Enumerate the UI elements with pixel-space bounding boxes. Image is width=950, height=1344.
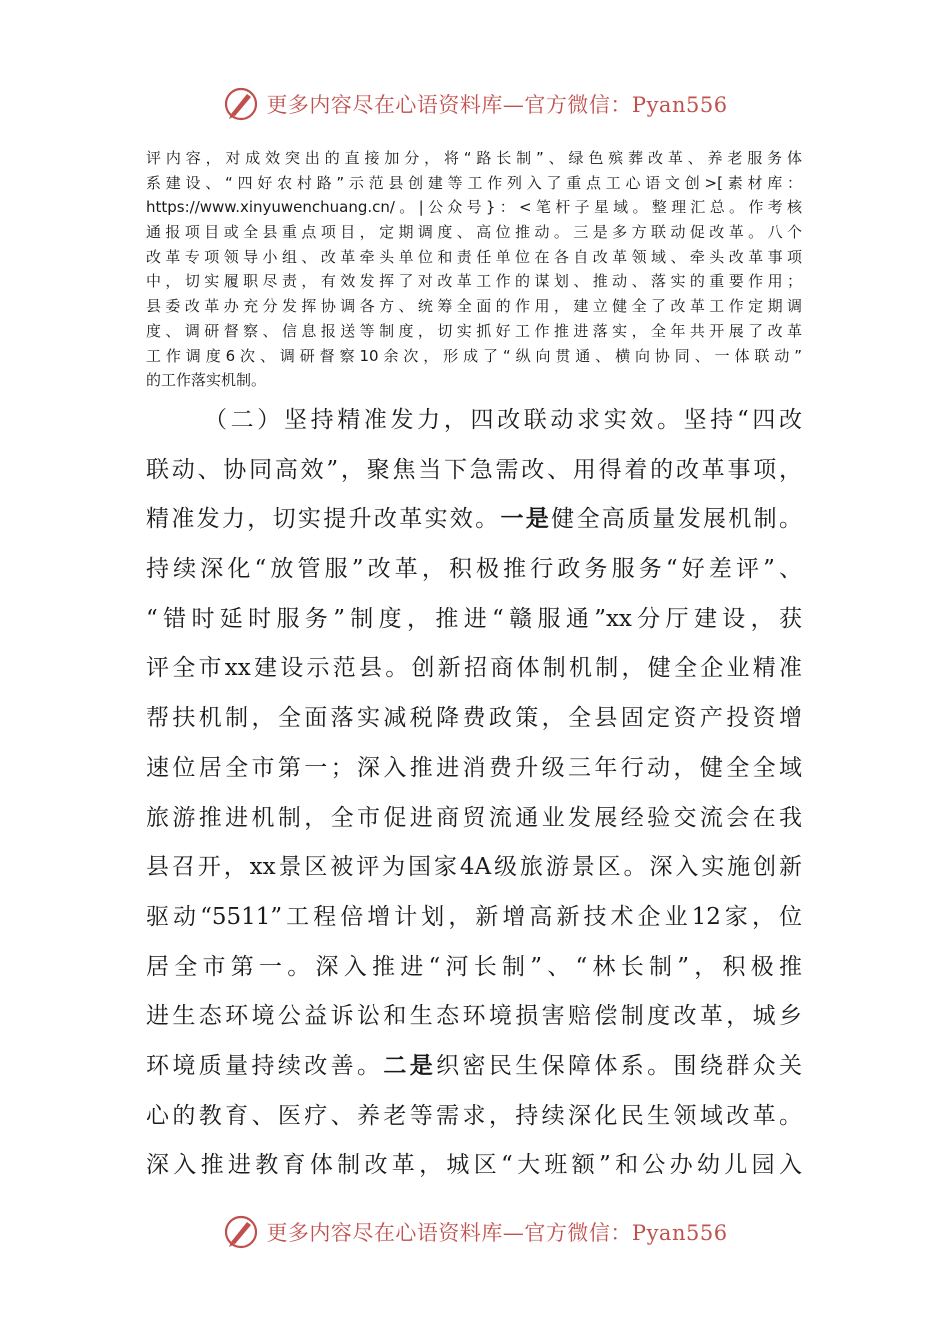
main-text-paragraph [146, 396, 802, 1191]
small-text-paragraph [146, 146, 802, 393]
text-line: 评全市xx建设示范县。创新招商体制机制，健全企业精准 [146, 655, 802, 682]
pen-circle-icon [222, 85, 260, 123]
pen-circle-icon [222, 1213, 260, 1251]
banner-text: 更多内容尽在心语资料库—官方微信：Pyan556 [266, 93, 728, 117]
text-line: 居全市第一。深入推进“河长制”、“林长制”，积极推 [146, 953, 802, 980]
text-line: 驱动“5511”工程倍增计划，新增高新技术企业12家，位 [146, 903, 802, 930]
text-line: 心的教育、医疗、养老等需求，持续深化民生领域改革。 [146, 1102, 802, 1129]
text-line: 联动、协同高效”，聚焦当下急需改、用得着的改革事项， [146, 456, 802, 483]
text-line: https://www.xinyuwenchuang.cn/。|公众号}：<笔杆子星域。整理汇总。作考核 [146, 198, 802, 217]
text-line: 度、调研督察、信息报送等制度，切实抓好工作推进落实，全年共开展了改革 [146, 321, 802, 340]
text-line: 深入推进教育体制改革，城区“大班额”和公办幼儿园入 [146, 1152, 802, 1179]
bold-marker: 一是 [500, 506, 552, 533]
text-line: 系建设、“四好农村路”示范县创建等工作列入了重点工心语文创>[素材库： [146, 173, 802, 192]
text-line: 帮扶机制，全面落实减税降费政策，全县固定资产投资增 [146, 705, 802, 732]
footer-watermark-banner [0, 1212, 950, 1252]
text-line: 旅游推进机制，全市促进商贸流通业发展经验交流会在我 [146, 804, 802, 831]
text-line: 县委改革办充分发挥协调各方、统筹全面的作用，建立健全了改革工作定期调 [146, 297, 802, 316]
text-line: （二）坚持精准发力，四改联动求实效。坚持“四改 [204, 407, 802, 433]
text-line: 速位居全市第一；深入推进消费升级三年行动，健全全域 [146, 754, 802, 781]
text-line: “错时延时服务”制度，推进“赣服通”xx分厅建设，获 [146, 605, 802, 632]
text-line: 的工作落实机制。 [146, 371, 267, 390]
text-line: 通报项目或全县重点项目，定期调度、高位推动。三是多方联动促改革。八个 [146, 223, 802, 242]
header-watermark-banner [0, 84, 950, 124]
text-line: 改革专项领导小组、改革牵头单位和责任单位在各自改革领域、牵头改革事项 [146, 247, 802, 266]
text-line: 县召开，xx景区被评为国家4A级旅游景区。深入实施创新 [146, 854, 802, 881]
text-line: 评内容，对成效突出的直接加分，将“路长制”、绿色殡葬改革、养老服务体 [146, 149, 802, 167]
text-line: 中，切实履职尽责，有效发挥了对改革工作的谋划、推动、落实的重要作用； [146, 272, 802, 291]
text-line: 持续深化“放管服”改革，积极推行政务服务“好差评”、 [146, 556, 802, 583]
text-line: 工作调度6次、调研督察10余次，形成了“纵向贯通、横向协同、一体联动” [146, 346, 802, 365]
bold-marker: 二是 [383, 1052, 437, 1079]
text-line: 环境质量持续改善。二是织密民生保障体系。围绕群众关 [146, 1052, 802, 1079]
text-line: 精准发力，切实提升改革实效。一是健全高质量发展机制。 [146, 506, 803, 533]
banner-text: 更多内容尽在心语资料库—官方微信：Pyan556 [266, 1221, 728, 1245]
text-line: 进生态环境公益诉讼和生态环境损害赔偿制度改革，城乡 [146, 1003, 802, 1030]
